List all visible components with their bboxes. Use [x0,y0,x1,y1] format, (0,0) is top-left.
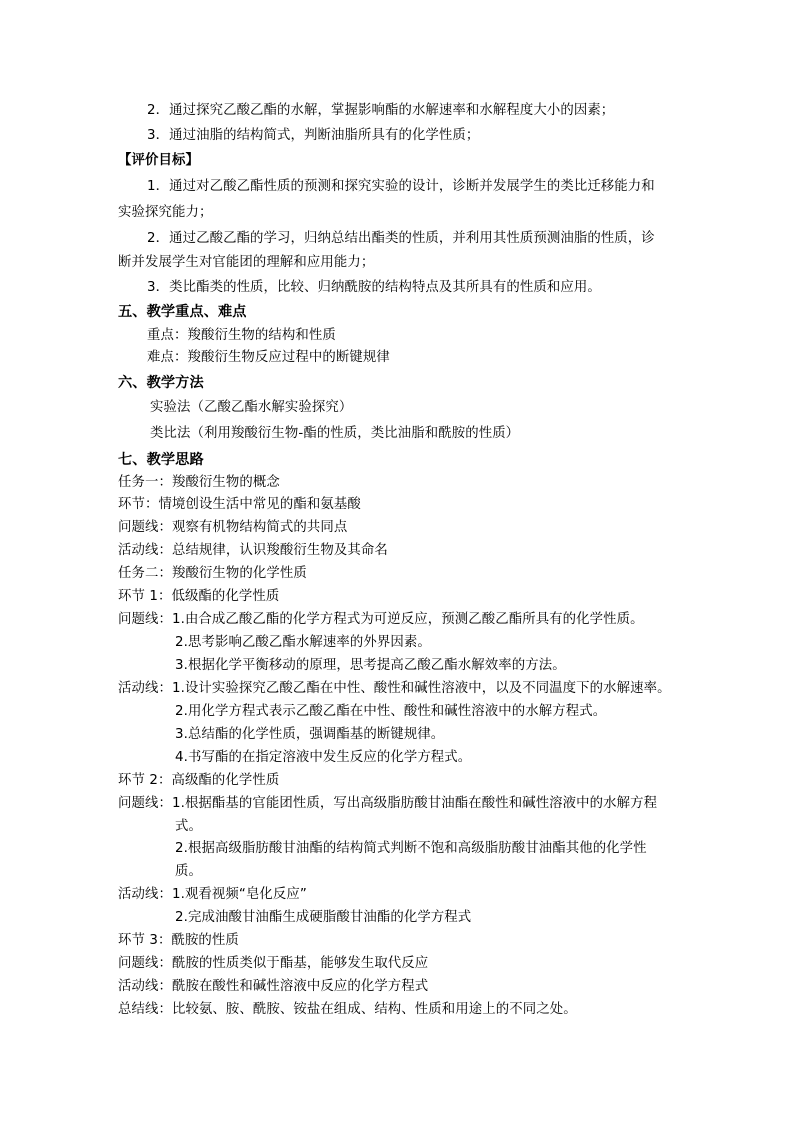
section-5-heading: 五、教学重点、难点 [118,304,247,320]
section-6-heading: 六、教学方法 [118,375,204,391]
plan-line: 3.总结酯的化学性质，强调酯基的断键规律。 [175,727,445,742]
plan-line: 3.根据化学平衡移动的原理，思考提高乙酸乙酯水解效率的方法。 [175,658,566,673]
plan-line: 环节：情境创设生活中常见的酯和氨基酸 [118,497,361,512]
plan-line: 总结线：比较氨、胺、酰胺、铵盐在组成、结构、性质和用途上的不同之处。 [118,1002,577,1017]
plan-line: 4.书写酯的在指定溶液中发生反应的化学方程式。 [175,750,472,765]
objective-item-2: 2．通过探究乙酸乙酯的水解，掌握影响酯的水解速率和水解程度大小的因素； [147,103,615,118]
plan-line: 问题线：酰胺的性质类似于酯基，能够发生取代反应 [118,956,429,971]
evaluation-heading: 【评价目标】 [118,153,199,168]
evaluation-item-1-line-2: 实验探究能力； [118,205,213,220]
section-7-heading: 七、教学思路 [118,452,204,468]
objective-item-3: 3．通过油脂的结构简式，判断油脂所具有的化学性质； [147,128,480,143]
plan-line: 活动线：总结规律，认识羧酸衍生物及其命名 [118,543,388,558]
plan-line: 活动线：1.观看视频“皂化反应” [118,887,307,902]
plan-line: 式。 [175,819,202,834]
plan-line: 问题线：1.根据酯基的官能团性质，写出高级脂肪酸甘油酯在酸性和碱性溶液中的水解方程 [118,796,658,811]
plan-line: 2.思考影响乙酸乙酯水解速率的外界因素。 [175,635,431,650]
evaluation-item-2-line-2: 断并发展学生对官能团的理解和应用能力； [118,255,375,270]
plan-line: 任务二：羧酸衍生物的化学性质 [118,566,307,581]
plan-line: 环节 1：低级酯的化学性质 [118,589,280,604]
plan-line: 活动线：酰胺在酸性和碱性溶液中反应的化学方程式 [118,979,429,994]
plan-line: 环节 3：酰胺的性质 [118,933,239,948]
plan-line: 环节 2：高级酯的化学性质 [118,773,280,788]
plan-line: 2.用化学方程式表示乙酸乙酯在中性、酸性和碱性溶液中的水解方程式。 [175,704,607,719]
plan-line: 活动线：1.设计实验探究乙酸乙酯在中性、酸性和碱性溶液中，以及不同温度下的水解速率。 [118,681,671,696]
method-analogy: 类比法（利用羧酸衍生物-酯的性质，类比油脂和酰胺的性质） [150,426,520,441]
plan-line: 质。 [175,864,202,879]
evaluation-item-2-line-1: 2．通过乙酸乙酯的学习，归纳总结出酯类的性质，并利用其性质预测油脂的性质，诊 [147,231,655,246]
evaluation-item-3: 3．类比酯类的性质，比较、归纳酰胺的结构特点及其所具有的性质和应用。 [147,280,601,295]
plan-line: 2.完成油酸甘油酯生成硬脂酸甘油酯的化学方程式 [175,910,472,925]
plan-line: 问题线：观察有机物结构简式的共同点 [118,520,348,535]
evaluation-item-1-line-1: 1．通过对乙酸乙酯性质的预测和探究实验的设计，诊断并发展学生的类比迁移能力和 [147,179,655,194]
plan-line: 2.根据高级脂肪酸甘油酯的结构简式判断不饱和高级脂肪酸甘油酯其他的化学性 [175,841,647,856]
plan-line: 任务一：羧酸衍生物的概念 [118,475,280,490]
method-experiment: 实验法（乙酸乙酯水解实验探究） [150,400,353,415]
difficult-point: 难点：羧酸衍生物反应过程中的断键规律 [147,350,390,365]
plan-line: 问题线：1.由合成乙酸乙酯的化学方程式为可逆反应，预测乙酸乙酯所具有的化学性质。 [118,612,644,627]
key-point: 重点：羧酸衍生物的结构和性质 [147,328,336,343]
